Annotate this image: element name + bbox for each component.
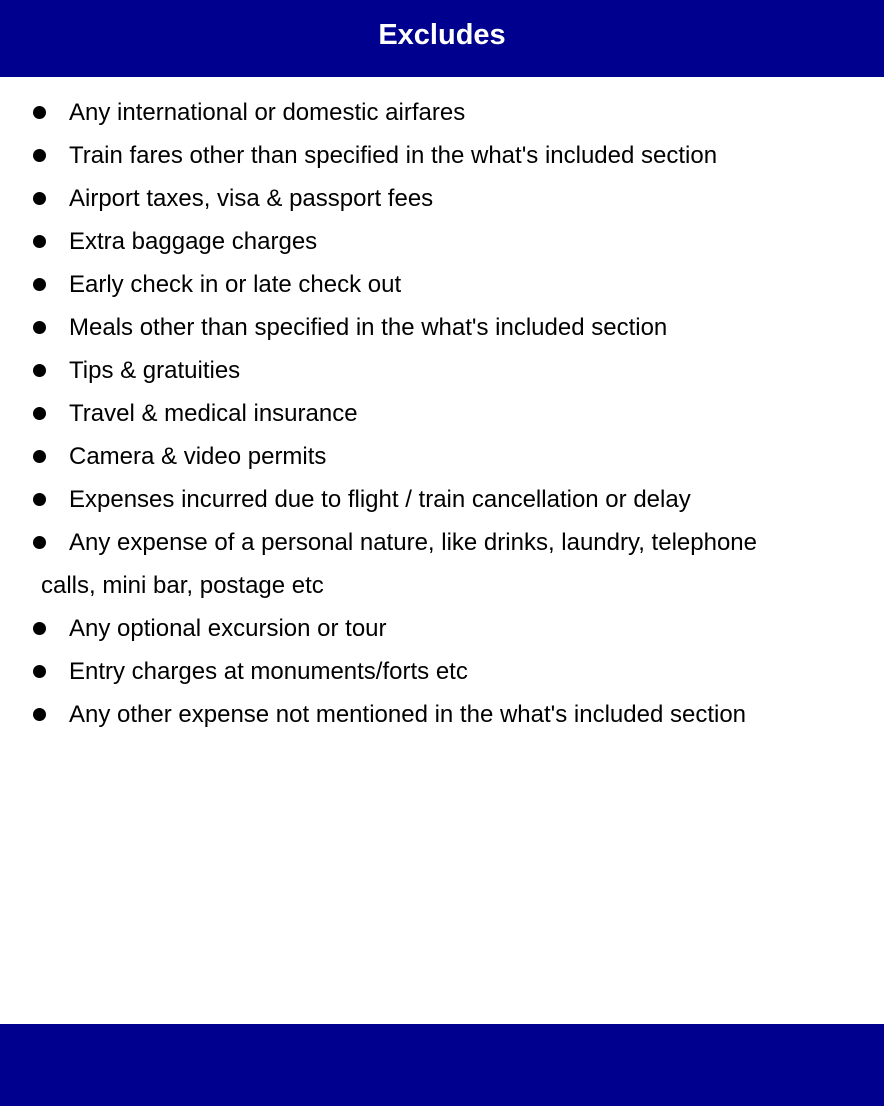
bullet-icon bbox=[33, 106, 46, 119]
page-title: Excludes bbox=[378, 19, 506, 51]
list-item-text: Any international or domestic airfares bbox=[69, 99, 466, 126]
list-item-text: Any expense of a personal nature, like drinks, laundry, telephone bbox=[69, 529, 757, 556]
list-item bbox=[0, 392, 884, 435]
bullet-icon bbox=[33, 622, 46, 635]
bullet-icon bbox=[33, 235, 46, 248]
header-banner bbox=[0, 0, 884, 77]
list-item-text: Early check in or late check out bbox=[69, 271, 402, 298]
bullet-icon bbox=[33, 321, 46, 334]
list-item bbox=[0, 134, 884, 177]
list-item-text: Meals other than specified in the what's included section bbox=[69, 314, 668, 341]
bullet-icon bbox=[33, 536, 46, 549]
bullet-icon bbox=[33, 450, 46, 463]
list-item bbox=[0, 693, 884, 736]
list-item-text: Camera & video permits bbox=[69, 443, 327, 470]
list-item bbox=[0, 521, 884, 607]
list-item bbox=[0, 435, 884, 478]
bullet-icon bbox=[33, 708, 46, 721]
list-item bbox=[0, 478, 884, 521]
list-item bbox=[0, 177, 884, 220]
list-item-text: Entry charges at monuments/forts etc bbox=[69, 658, 468, 685]
list-item-text: Travel & medical insurance bbox=[69, 400, 358, 427]
bullet-icon bbox=[33, 364, 46, 377]
bullet-icon bbox=[33, 493, 46, 506]
excludes-list bbox=[0, 91, 884, 736]
list-item-text: Any optional excursion or tour bbox=[69, 615, 387, 642]
list-item-text: Extra baggage charges bbox=[69, 228, 318, 255]
bullet-icon bbox=[33, 149, 46, 162]
list-item bbox=[0, 263, 884, 306]
list-item-text: Tips & gratuities bbox=[69, 357, 241, 384]
list-item bbox=[0, 607, 884, 650]
bullet-icon bbox=[33, 407, 46, 420]
list-item-text: Any other expense not mentioned in the what's included section bbox=[69, 701, 747, 728]
list-item bbox=[0, 91, 884, 134]
bullet-icon bbox=[33, 665, 46, 678]
bullet-icon bbox=[33, 192, 46, 205]
list-item-text-continuation: calls, mini bar, postage etc bbox=[41, 572, 324, 599]
list-item-text: Train fares other than specified in the what's included section bbox=[69, 142, 718, 169]
list-item bbox=[0, 306, 884, 349]
bullet-icon bbox=[33, 278, 46, 291]
list-item bbox=[0, 349, 884, 392]
footer-banner bbox=[0, 1024, 884, 1106]
list-item bbox=[0, 220, 884, 263]
list-item-text: Expenses incurred due to flight / train cancellation or delay bbox=[69, 486, 691, 513]
list-item-text: Airport taxes, visa & passport fees bbox=[69, 185, 434, 212]
list-item bbox=[0, 650, 884, 693]
